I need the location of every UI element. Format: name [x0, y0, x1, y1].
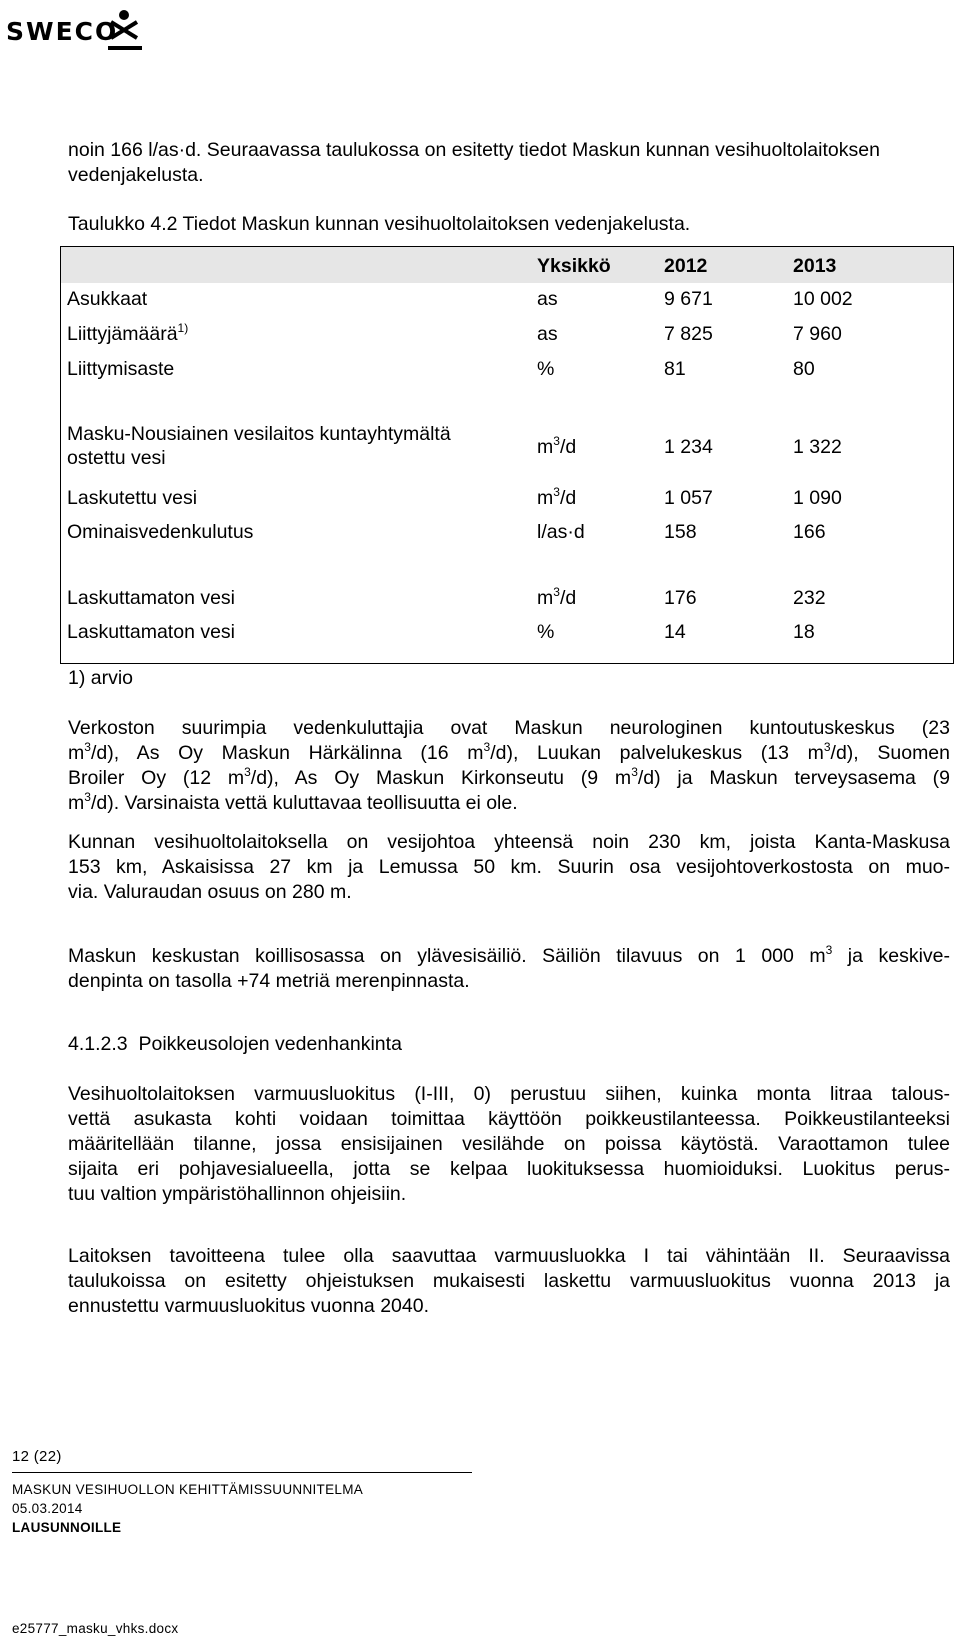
row-label-line2: ostettu vesi — [67, 447, 166, 469]
row-label: Laskutettu vesi — [67, 487, 198, 509]
row-label: Liittyjämäärä$^{1)}$ — [67, 321, 189, 345]
row-2012: 158 — [664, 521, 697, 543]
row-2012: 9 671 — [664, 288, 713, 310]
row-2013: 80 — [793, 358, 815, 380]
table-note: 1) arvio — [68, 667, 134, 689]
page-number: 12 (22) — [12, 1448, 62, 1465]
row-2013: 10 002 — [793, 288, 853, 310]
row-label-line1: Masku-Nousiainen vesilaitos kuntayhtymältä — [67, 423, 451, 445]
row-unit: l/as·d — [537, 521, 585, 543]
intro-paragraph: noin 166 l/as·d. Seuraavassa taulukossa on esitetty tiedot Maskun kunnan vesihuoltolaitoksen vedenjakelusta. — [68, 139, 880, 186]
row-label: Liittymisaste — [67, 358, 175, 380]
table-caption: Taulukko 4.2 Tiedot Maskun kunnan vesihuoltolaitoksen vedenjakelusta. — [68, 213, 691, 235]
logo-text: SWECO — [6, 17, 119, 46]
row-unit: % — [537, 621, 555, 643]
footer-title: MASKUN VESIHUOLLON KEHITTÄMISSUUNNITELMA — [12, 1482, 364, 1497]
paragraph-consumers: Verkoston suurimpia vedenkuluttajia ovat Maskun neurologinen kuntoutuskeskus (23 $m^3/d$), As Oy Maskun Härkälinna (16 $m^3/d$), Luukan palvelukeskus (13 $m^3/d$), Suomen Broiler Oy (12 $m^3/d$), As Oy Maskun Kirkonseutu (9 $m^3/d$) ja Maskun terveysasema (9 $m^3/d$). Varsinaista vettä kuluttavaa teollisuutta ei ole. — [68, 717, 950, 814]
row-unit: % — [537, 358, 555, 380]
row-2013: 232 — [793, 587, 826, 609]
row-2013: 166 — [793, 521, 826, 543]
row-2012: 1 234 — [664, 436, 713, 458]
row-unit: as — [537, 288, 558, 310]
row-label: Ominaisvedenkulutus — [67, 521, 254, 543]
footer-filename: e25777_masku_vhks.docx — [12, 1621, 179, 1636]
paragraph-classification: Vesihuoltolaitoksen varmuusluokitus (I-III, 0) perustuu siihen, kuinka monta litraa talous- vettä asukasta kohti voidaan toimittaa käyttöön poikkeustilanteessa. Poikkeustilanteeksi määritellään tilanne, jossa ensisijainen vesilähde on poissa käytöstä. Varaottamon tulee sijaita eri pohjavesialueella, jotta se kelpaa luokituksessa huomioiduksi. Luokitus perus- tuu valtion ympäristöhallinnon ohjeisiin. — [68, 1083, 950, 1205]
header-2012: 2012 — [664, 255, 708, 277]
paragraph-pipelines: Kunnan vesihuoltolaitoksella on vesijohtoa yhteensä noin 230 km, joista Kanta-Maskusa 153 km, Askaisissa 27 km ja Lemussa 50 km. Suurin osa vesijohtoverkostosta on muo- via. Valuraudan osuus on 280 m. — [68, 831, 950, 903]
row-2012: 1 057 — [664, 487, 713, 509]
row-2012: 14 — [664, 621, 686, 643]
row-unit: $m^3/d$ — [537, 434, 577, 458]
sweco-mark-icon — [106, 8, 146, 52]
row-2013: 7 960 — [793, 323, 842, 345]
footer-date: 05.03.2014 — [12, 1501, 83, 1516]
row-2013: 18 — [793, 621, 815, 643]
section-heading: 4.1.2.3 Poikkeusolojen vedenhankinta — [68, 1033, 402, 1055]
row-2013: 1 322 — [793, 436, 842, 458]
row-label: Laskuttamaton vesi — [67, 587, 236, 609]
paragraph-goal: Laitoksen tavoitteena tulee olla saavuttaa varmuusluokka I tai vähintään II. Seuraavissa taulukoissa on esitetty ohjeistuksen mukaisesti laskettu varmuusluokitus vuonna 2013 ja ennustettu varmuusluokitus vuonna 2040. — [68, 1245, 950, 1317]
row-2012: 81 — [664, 358, 686, 380]
footer-section: LAUSUNNOILLE — [12, 1520, 122, 1535]
paragraph-reservoir: Maskun keskustan koillisosassa on ylävesisäiliö. Säiliön tilavuus on 1 000 $m^3$ ja keskive- denpinta on tasolla +74 metriä merenpinnasta. — [68, 943, 950, 992]
row-unit: $m^3/d$ — [537, 585, 577, 609]
footer-divider — [12, 1472, 472, 1473]
row-label: Laskuttamaton vesi — [67, 621, 236, 643]
row-unit: $m^3/d$ — [537, 485, 577, 509]
row-unit: as — [537, 323, 558, 345]
header-unit: Yksikkö — [537, 255, 611, 277]
row-2012: 176 — [664, 587, 697, 609]
row-2013: 1 090 — [793, 487, 842, 509]
water-distribution-table — [60, 246, 954, 664]
row-2012: 7 825 — [664, 323, 713, 345]
row-label: Asukkaat — [67, 288, 148, 310]
header-2013: 2013 — [793, 255, 837, 277]
